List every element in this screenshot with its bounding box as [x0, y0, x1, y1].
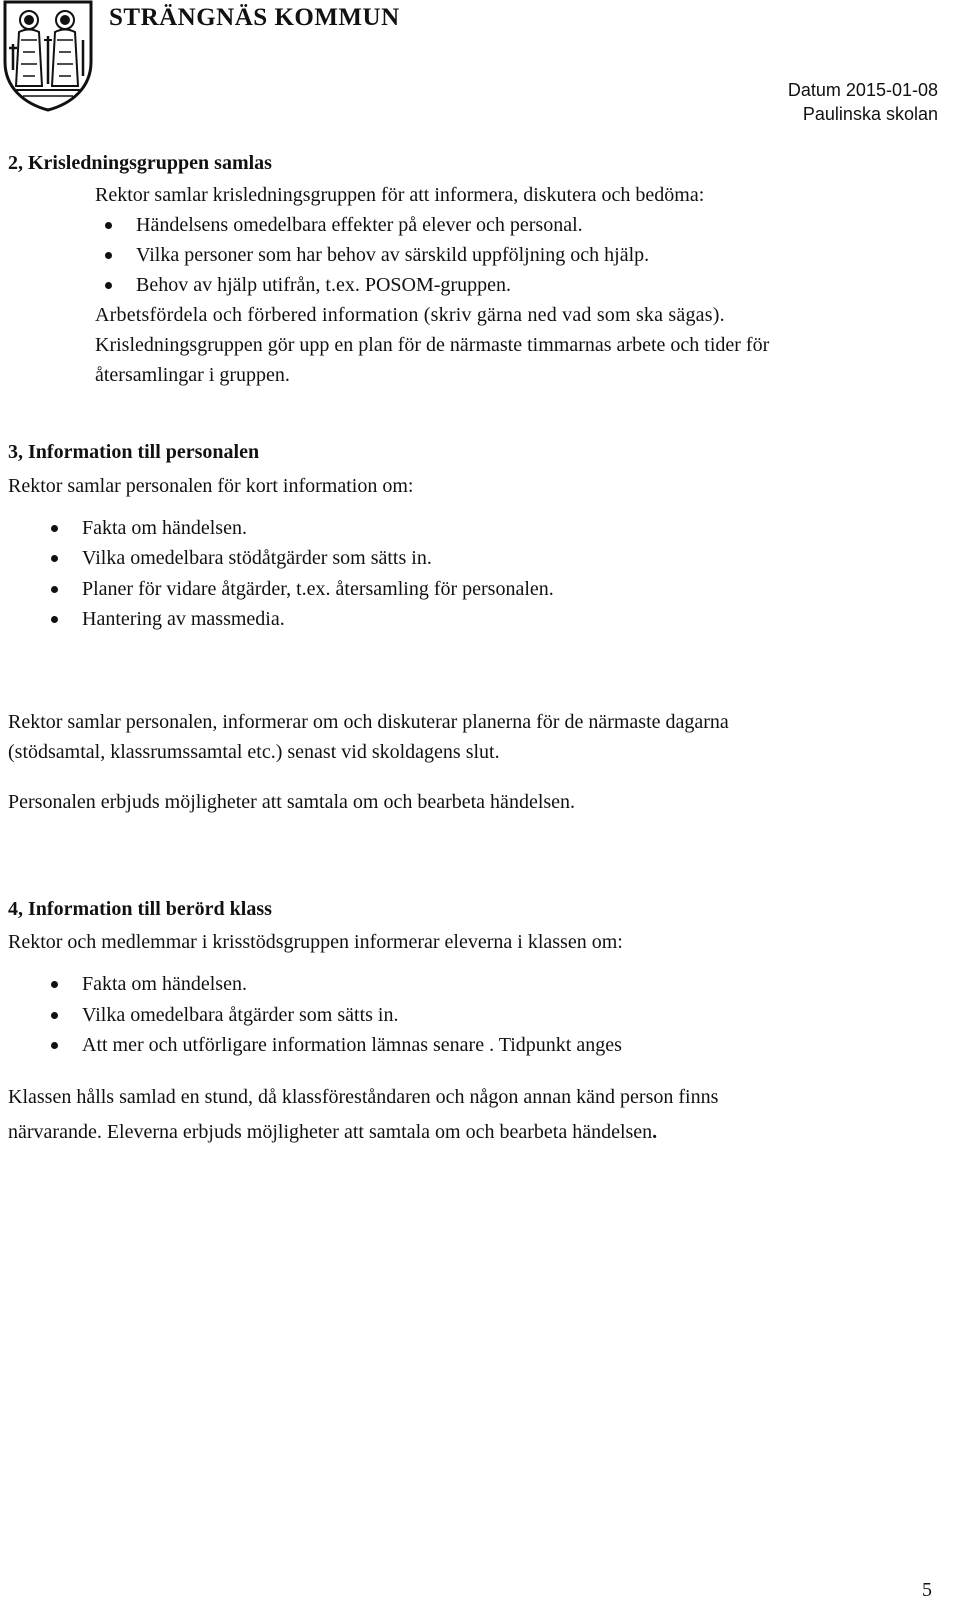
section-3-bullet: Fakta om händelsen. — [82, 517, 247, 539]
section-3-bullet: Planer för vidare åtgärder, t.ex. återsamling för personalen. — [82, 578, 554, 600]
section-4-paragraph-line-2-text: närvarande. Eleverna erbjuds möjligheter att samtala om och bearbeta händelsen — [8, 1121, 653, 1143]
section-2-heading: 2, Krisledningsgruppen samlas — [8, 152, 272, 174]
section-3-paragraph-2: Personalen erbjuds möjligheter att samtala om och bearbeta händelsen. — [8, 791, 576, 813]
section-2-bullet: Vilka personer som har behov av särskild uppföljning och hjälp. — [136, 244, 650, 266]
section-2-arbetsfordela: Arbetsfördela och förbered information (skriv gärna ned vad som ska sägas). — [95, 304, 725, 326]
section-4-heading: 4, Information till berörd klass — [8, 898, 272, 920]
section-3-bullet: Hantering av massmedia. — [82, 608, 285, 630]
section-4-paragraph-line-1: Klassen hålls samlad en stund, då klassföreståndaren och någon annan känd person finns — [8, 1086, 719, 1108]
document-date: Datum 2015-01-08 — [787, 80, 938, 100]
section-3-paragraph-1-line-2: (stödsamtal, klassrumssamtal etc.) senast vid skoldagens slut. — [8, 741, 500, 763]
section-2-plan-line-2: återsamlingar i gruppen. — [95, 364, 290, 386]
section-2-intro: Rektor samlar krisledningsgruppen för att informera, diskutera och bedöma: — [95, 184, 705, 206]
section-3-heading: 3, Information till personalen — [8, 441, 260, 463]
section-4-bullet: Fakta om händelsen. — [82, 973, 247, 995]
school-name: Paulinska skolan — [802, 104, 938, 124]
section-2-plan-line-1: Krisledningsgruppen gör upp en plan för de närmaste timmarnas arbete och tider för — [95, 334, 770, 356]
section-4-paragraph-line-2 — [8, 1120, 657, 1144]
page-number: 5 — [922, 1579, 932, 1601]
municipality-crest-icon — [1, 0, 95, 112]
section-2-bullet: Händelsens omedelbara effekter på elever och personal. — [136, 214, 583, 236]
section-3-bullet: Vilka omedelbara stödåtgärder som sätts in. — [82, 547, 432, 569]
section-4-intro: Rektor och medlemmar i krisstödsgruppen informerar eleverna i klassen om: — [8, 931, 623, 953]
section-4-bullet: Att mer och utförligare information lämnas senare . Tidpunkt anges — [82, 1034, 622, 1056]
municipality-name: STRÄNGNÄS KOMMUN — [109, 4, 400, 31]
section-3-paragraph-1-line-1: Rektor samlar personalen, informerar om och diskuterar planerna för de närmaste dagarna — [8, 711, 729, 733]
section-3-intro: Rektor samlar personalen för kort information om: — [8, 475, 414, 497]
section-2-bullet: Behov av hjälp utifrån, t.ex. POSOM-gruppen. — [136, 274, 511, 296]
document-meta — [788, 78, 938, 126]
section-4-bullet: Vilka omedelbara åtgärder som sätts in. — [82, 1004, 399, 1026]
section-4-paragraph-period: . — [652, 1121, 658, 1143]
